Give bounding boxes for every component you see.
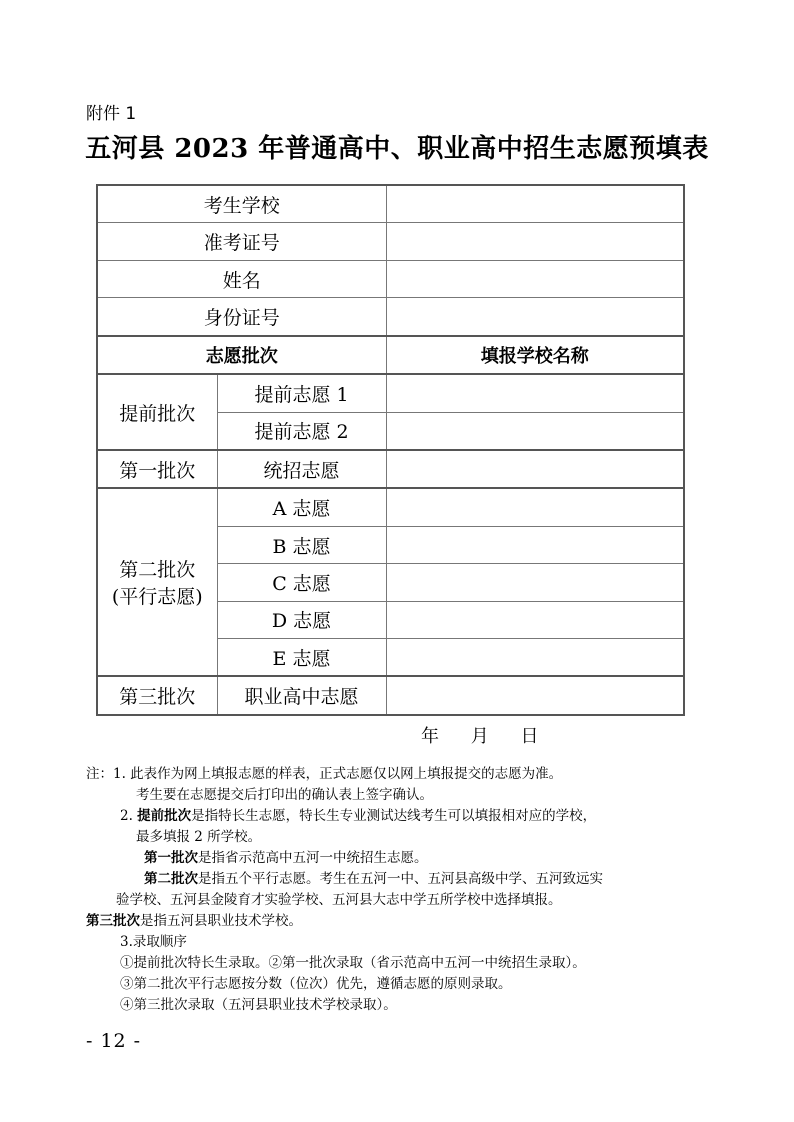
second-batch-text: 是指五个平行志愿。考生在五河一中、五河县高级中学、五河致远实 [198, 871, 603, 887]
note-2-line-1 [86, 806, 706, 827]
batch-label-early: 提前批次 [97, 374, 217, 450]
field-label-school: 考生学校 [97, 185, 386, 223]
note-1-text: 此表作为网上填报志愿的样表，正式志愿仅以网上填报提交的志愿为准。 [130, 766, 563, 782]
choice-input-early-1[interactable] [386, 374, 684, 412]
choice-input-second-e[interactable] [386, 639, 684, 677]
choice-row-early-1 [97, 374, 684, 412]
choice-input-early-2[interactable] [386, 412, 684, 450]
field-row-name [97, 260, 684, 297]
batch-label-first: 第一批次 [97, 450, 217, 488]
choice-row-third [97, 676, 684, 715]
table-header-row [97, 336, 684, 374]
choice-input-second-b[interactable] [386, 526, 684, 563]
note-2-term: 提前批次 [137, 808, 192, 824]
field-row-id-number [97, 298, 684, 336]
field-label-exam-number: 准考证号 [97, 223, 386, 260]
note-2-text: 是指特长生志愿，特长生专业测试达线考生可以填报相对应的学校， [191, 808, 597, 824]
note-first-batch [86, 848, 706, 869]
choice-label-second-d: D 志愿 [217, 601, 386, 638]
field-input-school[interactable] [386, 185, 684, 223]
first-batch-text: 是指省示范高中五河一中统招生志愿。 [198, 850, 428, 866]
choice-row-first [97, 450, 684, 488]
choice-label-second-c: C 志愿 [217, 564, 386, 601]
note-2-prefix: 2. [120, 808, 138, 824]
choice-label-early-1: 提前志愿 1 [217, 374, 386, 412]
second-batch-term: 第二批次 [144, 871, 198, 887]
note-3-item-3: ④第三批次录取（五河县职业技术学校录取）。 [120, 997, 397, 1013]
field-input-exam-number[interactable] [386, 223, 684, 260]
note-second-batch-line-2: 验学校、五河县金陵育才实验学校、五河县大志中学五所学校中选择填报。 [116, 892, 562, 908]
note-3-item-2: ③第二批次平行志愿按分数（位次）优先，遵循志愿的原则录取。 [120, 976, 512, 992]
column-header-batch: 志愿批次 [97, 336, 386, 374]
choice-label-third: 职业高中志愿 [217, 676, 386, 715]
form-title: 五河县 2023 年普通高中、职业高中招生志愿预填表 [85, 134, 709, 164]
choice-input-second-d[interactable] [386, 601, 684, 638]
choice-input-second-a[interactable] [386, 488, 684, 526]
notes-section [86, 764, 706, 1016]
batch-sublabel-second: (平行志愿) [111, 586, 203, 609]
page-number: - 12 - [86, 1030, 142, 1052]
third-batch-text: 是指五河县职业技术学校。 [140, 913, 302, 929]
batch-label-second-cell [97, 488, 217, 676]
field-label-name: 姓名 [97, 260, 386, 297]
note-3-item-1: ①提前批次特长生录取。②第一批次录取（省示范高中五河一中统招生录取）。 [120, 955, 586, 971]
choice-input-second-c[interactable] [386, 564, 684, 601]
field-input-name[interactable] [386, 260, 684, 297]
note-1-line-2: 考生要在志愿提交后打印出的确认表上签字确认。 [136, 787, 433, 803]
field-label-id-number: 身份证号 [97, 298, 386, 336]
choice-label-early-2: 提前志愿 2 [217, 412, 386, 450]
third-batch-term: 第三批次 [86, 913, 140, 929]
note-2-line-2: 最多填报 2 所学校。 [136, 829, 262, 845]
attachment-label: 附件 1 [86, 104, 137, 124]
date-line: 年 月 日 [421, 726, 539, 747]
batch-label-second: 第二批次 [119, 559, 196, 582]
choice-label-second-a: A 志愿 [217, 488, 386, 526]
field-input-id-number[interactable] [386, 298, 684, 336]
application-form-table [96, 184, 685, 716]
choice-label-second-b: B 志愿 [217, 526, 386, 563]
note-third-batch [86, 911, 706, 932]
note-1-prefix: 注：1. [86, 766, 131, 782]
note-1-line-1 [86, 764, 706, 785]
note-3-title: 3.录取顺序 [120, 934, 187, 950]
first-batch-term: 第一批次 [144, 850, 198, 866]
column-header-school-name: 填报学校名称 [386, 336, 684, 374]
field-row-exam-number [97, 223, 684, 260]
choice-label-first: 统招志愿 [217, 450, 386, 488]
choice-input-third[interactable] [386, 676, 684, 715]
field-row-school [97, 185, 684, 223]
note-second-batch-line-1 [86, 869, 706, 890]
choice-label-second-e: E 志愿 [217, 639, 386, 677]
choice-input-first[interactable] [386, 450, 684, 488]
batch-label-third: 第三批次 [97, 676, 217, 715]
choice-row-second-a [97, 488, 684, 526]
